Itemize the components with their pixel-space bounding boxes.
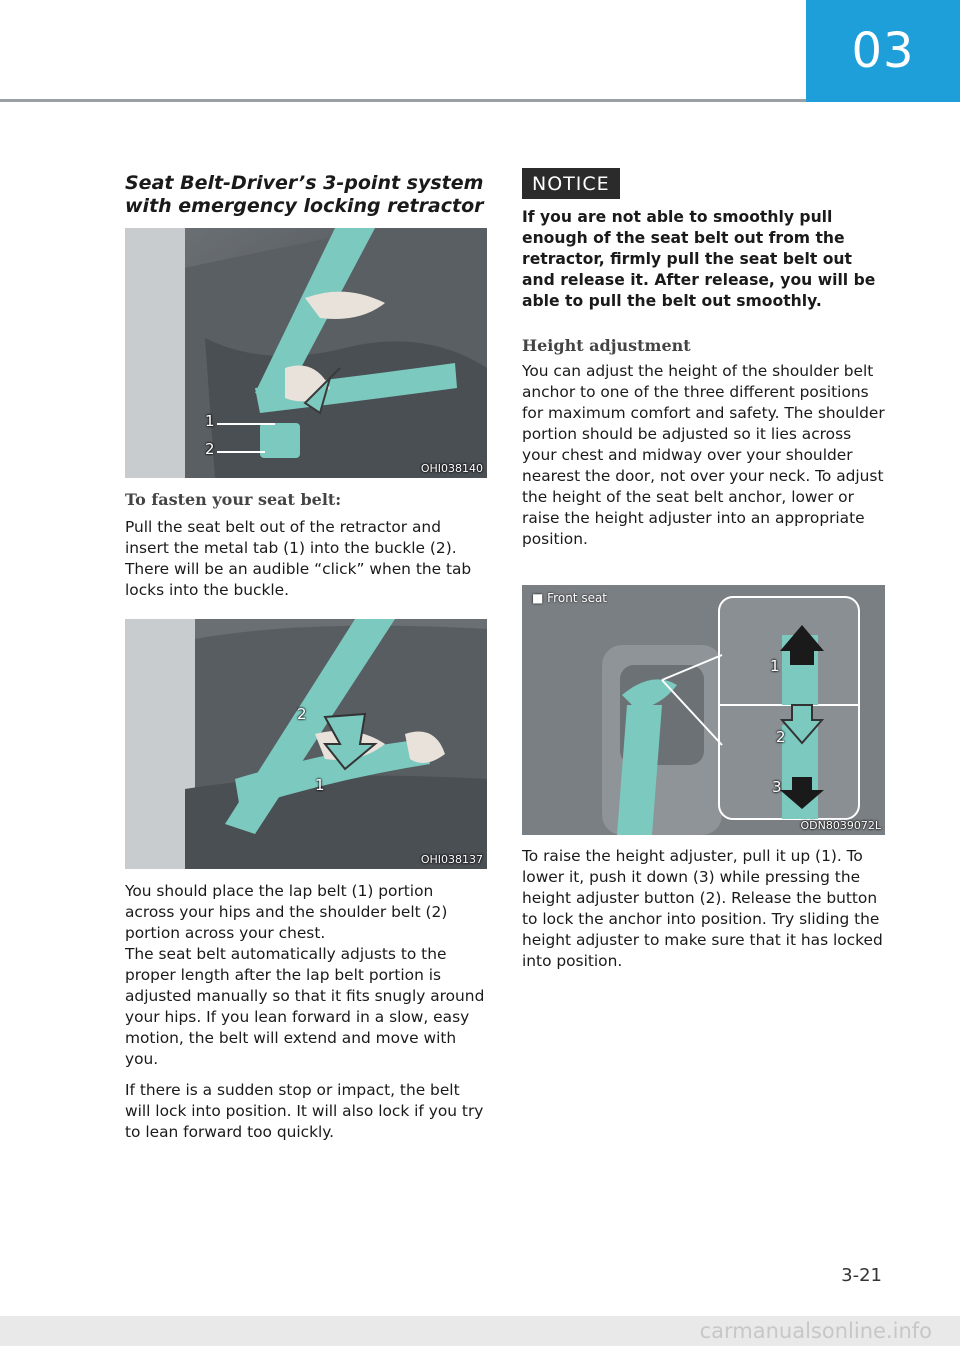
notice-badge: NOTICE — [522, 168, 620, 199]
section-heading: Seat Belt-Driver’s 3-point system with emergency locking retractor — [125, 172, 484, 217]
figure-code: OHI038140 — [420, 462, 483, 475]
watermark: carmanualsonline.info — [0, 1316, 960, 1346]
callout-1: 1 — [770, 657, 780, 675]
adjuster-illustration — [522, 585, 885, 835]
paragraph: Pull the seat belt out of the retractor and insert the metal tab (1) into the buckle (2). There will be an audible “click” when the tab locks into the buckle. — [125, 518, 472, 599]
callout-2: 2 — [297, 705, 307, 723]
figure-fasten-belt — [125, 228, 487, 478]
chapter-tab: 03 — [806, 0, 960, 102]
lapbelt-illustration — [125, 619, 487, 869]
paragraph: You should place the lap belt (1) portion across your hips and the shoulder belt (2) portion across your chest. — [125, 882, 448, 942]
notice-text: If you are not able to smoothly pull enough of the seat belt out from the retractor, firmly pull the seat belt out and release it. After release, you will be able to pull the belt out smoothly. — [522, 208, 876, 310]
header-rule — [0, 99, 806, 102]
callout-2: 2 — [205, 440, 215, 458]
page-number: 3-21 — [841, 1265, 882, 1286]
subhead-height: Height adjustment — [522, 336, 691, 355]
figure-height-adjuster — [522, 585, 885, 835]
figure-lap-belt — [125, 619, 487, 869]
figure-code: OHI038137 — [420, 853, 483, 866]
figure-caption: ■ Front seat — [532, 591, 608, 605]
callout-1: 1 — [205, 412, 215, 430]
seatbelt-illustration — [125, 228, 487, 478]
callout-1: 1 — [315, 776, 325, 794]
callout-2: 2 — [776, 728, 786, 746]
paragraph: The seat belt automatically adjusts to the proper length after the lap belt portion is adjusted manually so that it fits snugly around your hips. If you lean forward in a slow, easy motion, the belt will extend and move with you. — [125, 945, 485, 1068]
callout-3: 3 — [772, 778, 782, 796]
paragraph: If there is a sudden stop or impact, the belt will lock into position. It will also lock if you try to lean forward too quickly. — [125, 1081, 484, 1141]
subhead-fasten: To fasten your seat belt: — [125, 490, 342, 509]
paragraph: To raise the height adjuster, pull it up (1). To lower it, push it down (3) while pressing the height adjuster button (2). Release the button to lock the anchor into position. Try sliding the height adjuster to make sure that it has locked into position. — [522, 847, 883, 970]
paragraph: You can adjust the height of the shoulder belt anchor to one of the three different positions for maximum comfort and safety. The shoulder portion should be adjusted so it lies across your chest and midway over your shoulder nearest the door, not over your neck. To adjust the height of the seat belt anchor, lower or raise the height adjuster into an appropriate position. — [522, 362, 885, 548]
figure-code: ODN8039072L — [800, 819, 881, 832]
